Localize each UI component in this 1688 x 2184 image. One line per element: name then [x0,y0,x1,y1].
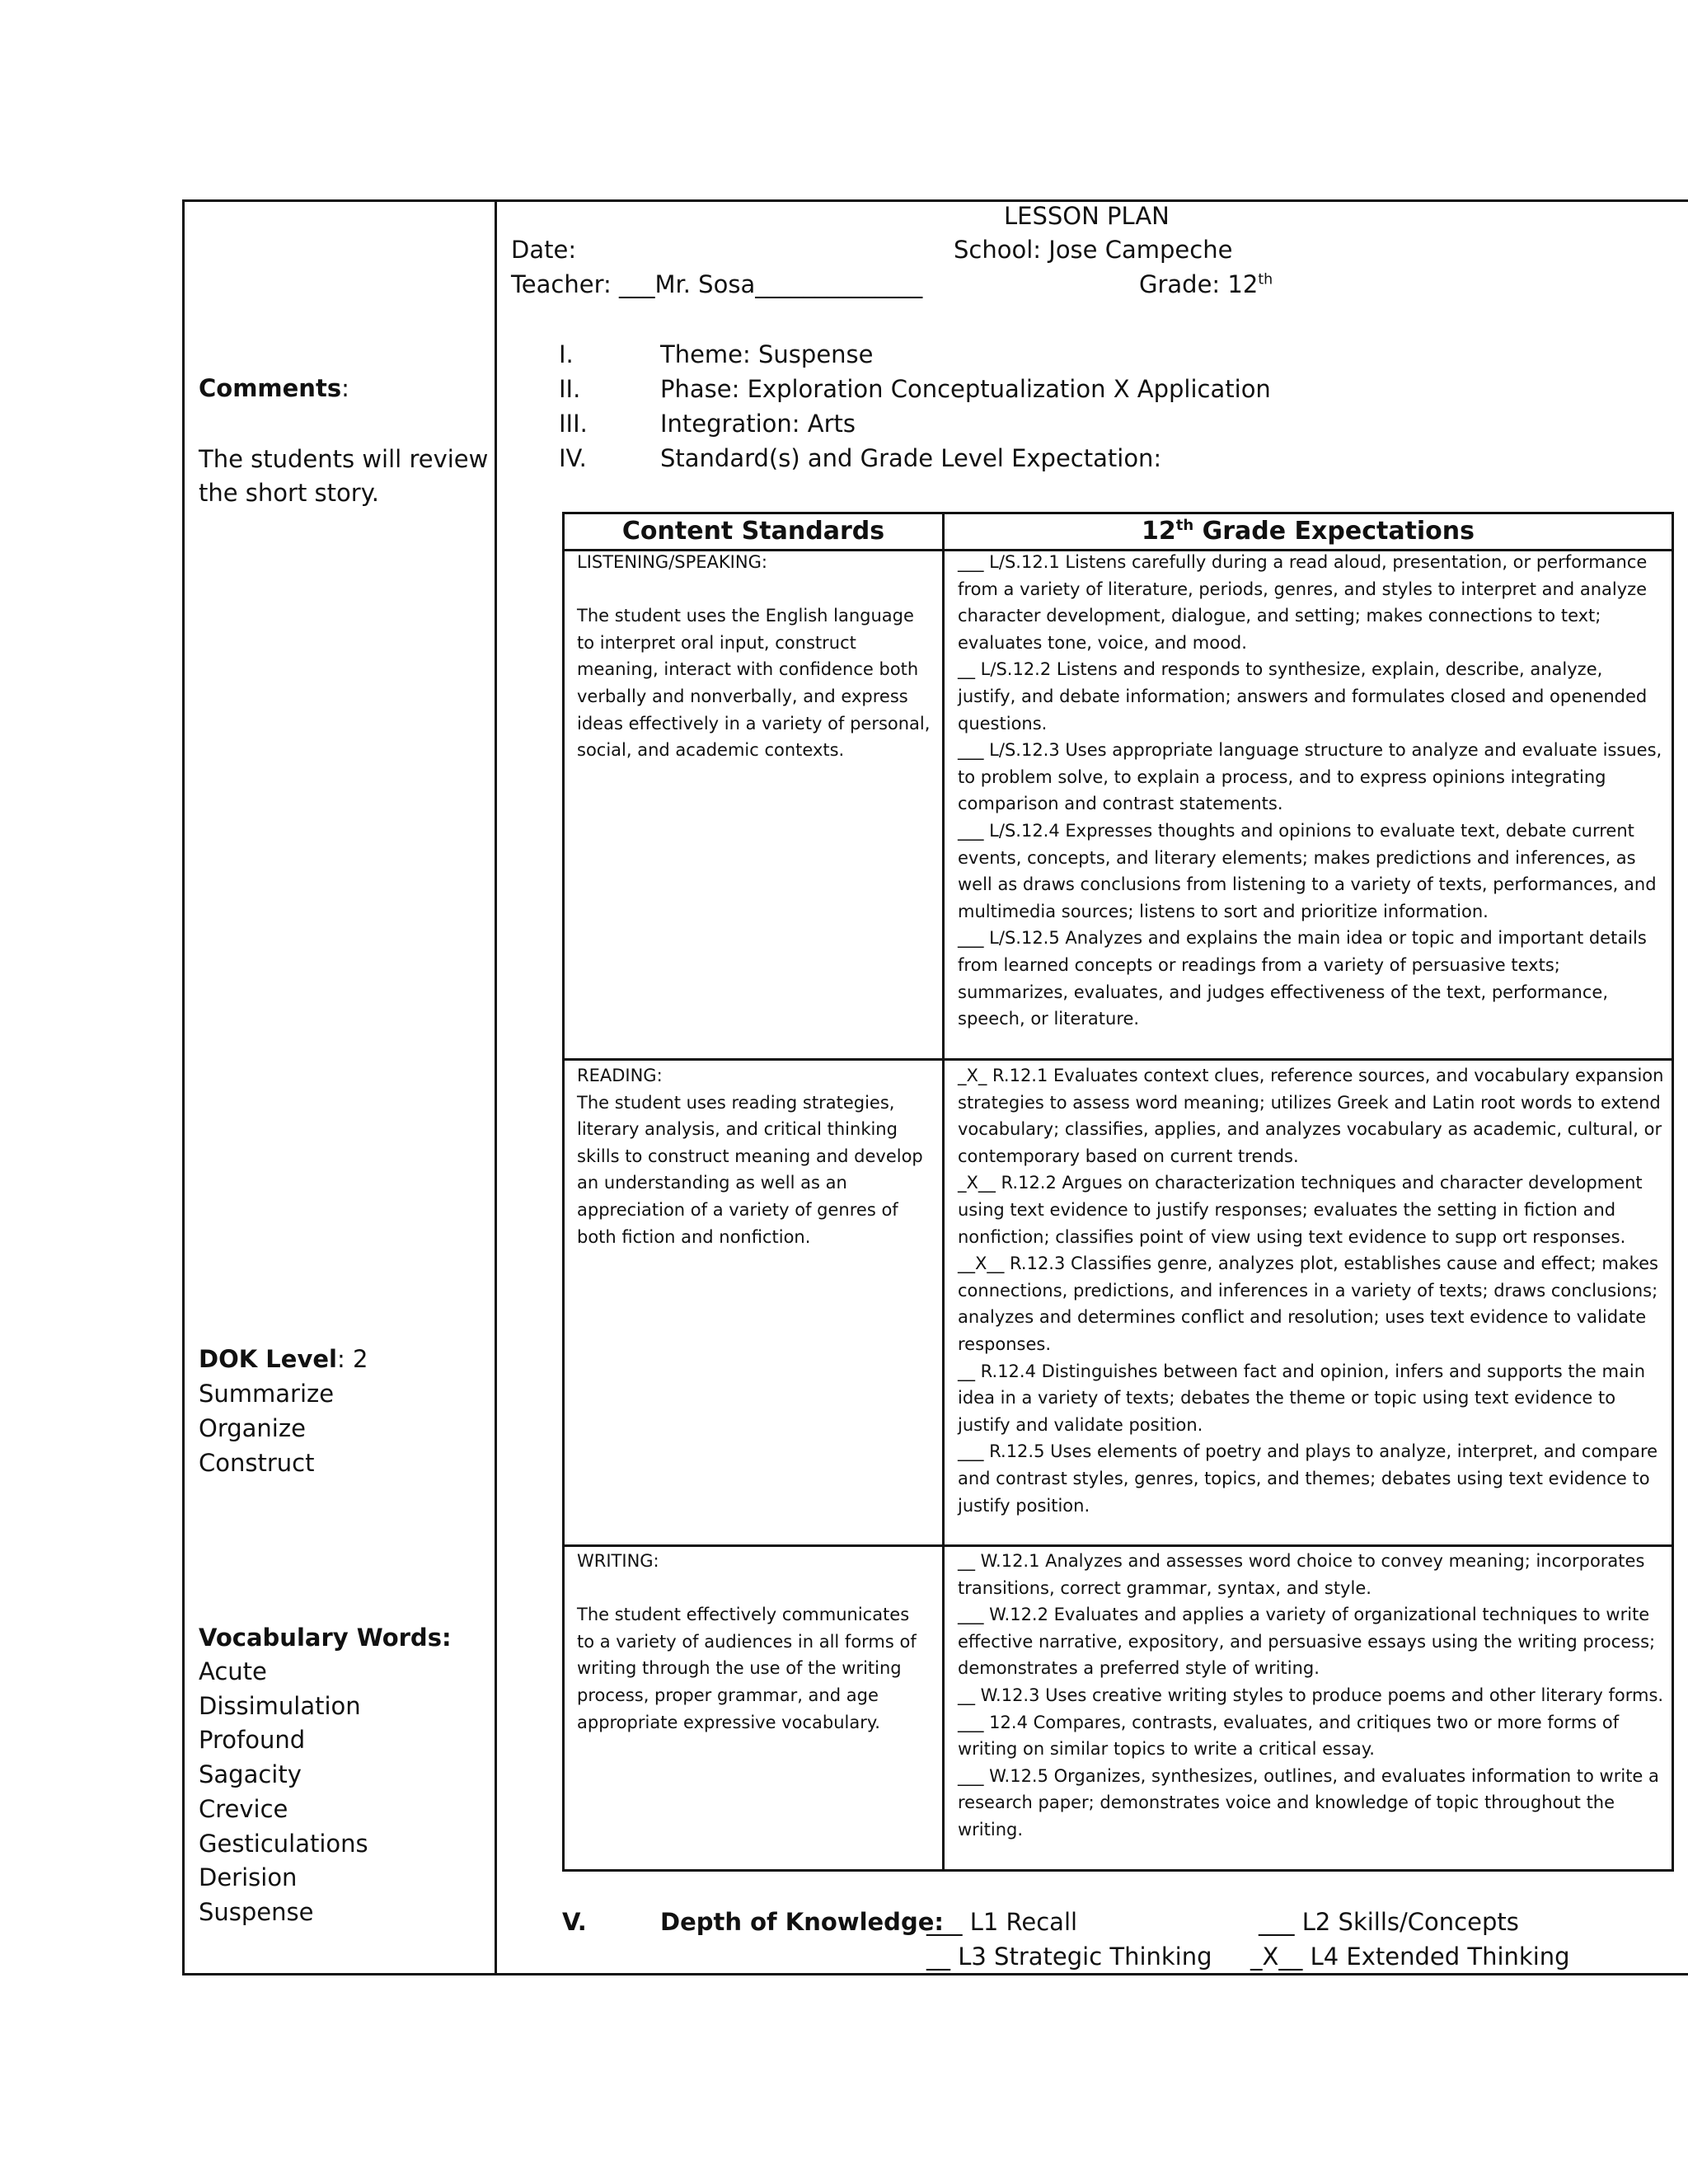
expectations-writing [958,1548,1665,1844]
outline-standards: Standard(s) and Grade Level Expectation: [660,444,1162,472]
outline-number: IV. [559,444,587,472]
expectation-item[interactable]: ___ W.12.2 Evaluates and applies a variety of organizational techniques to write effective narrative, expository, and persuasive essays using the writing process; demonstrates a preferred style of writing. [958,1605,1656,1679]
comments-text: The students will review [199,445,489,473]
dok-item: Construct [199,1449,315,1477]
dok-item: Organize [199,1414,306,1442]
dok-option-l4[interactable]: _X__ L4 Extended Thinking [1250,1943,1570,1971]
date-label: Date: [511,236,577,264]
grade-number-suffix: th [1175,517,1194,534]
expectation-item[interactable]: ___ R.12.5 Uses elements of poetry and plays to analyze, interpret, and compare and contrast styles, genres, topics, and themes; debates using text evidence to justify position. [958,1441,1658,1516]
section-number: V. [562,1908,587,1936]
table-row-listening-speaking [577,549,931,764]
grade-field [1139,270,1273,298]
expectation-item[interactable]: ___ 12.4 Compares, contrasts, evaluates, and critiques two or more forms of writing on similar topics to write a critical essay. [958,1712,1620,1760]
expectation-item[interactable]: __ W.12.1 Analyzes and assesses word choice to convey meaning; incorporates transitions, correct grammar, syntax, and style. [958,1551,1645,1598]
column-divider [495,199,497,1975]
vocabulary-word: Derision [199,1863,298,1891]
vocabulary-word: Suspense [199,1898,314,1926]
dok-option-l1[interactable]: ___ L1 Recall [926,1908,1078,1936]
dok-value: : 2 [336,1345,368,1373]
page-title: LESSON PLAN [1004,202,1170,230]
table-row-writing [577,1548,931,1736]
school-field: School: Jose Campeche [954,236,1233,264]
vocabulary-word: Crevice [199,1795,288,1823]
outline-number: II. [559,375,581,403]
expectation-item[interactable]: ___ L/S.12.5 Analyzes and explains the main idea or topic and important details from learned concepts or readings from a variety of persuasive texts; summarizes, evaluates, and judges effectiveness of the text, performance, speech, or literature. [958,928,1647,1029]
dok-label: DOK Level [199,1345,337,1373]
table-row-rule [562,1058,1674,1061]
comments-text: the short story. [199,479,379,507]
outline-theme: Theme: Suspense [660,340,874,368]
vocabulary-word: Sagacity [199,1760,302,1788]
outline-integration: Integration: Arts [660,410,856,438]
expectation-item[interactable]: ___ L/S.12.1 Listens carefully during a read aloud, presentation, or performance from a variety of literature, periods, genres, and styles to interpret and analyze character development, dialogue, and setting; makes connections to text; evaluates tone, voice, and mood. [958,552,1648,653]
dok-option-l3[interactable]: __ L3 Strategic Thinking [926,1943,1212,1971]
vocabulary-word: Acute [199,1657,267,1685]
table-header-content-standards: Content Standards [621,517,885,546]
expectation-item[interactable]: ___ L/S.12.3 Uses appropriate language structure to analyze and evaluate issues, to problem solve, to explain a process, and to express opinions integrating comparison and contrast statements. [958,740,1662,814]
standard-label: READING: [577,1066,663,1085]
expectations-reading [958,1062,1665,1519]
standard-description: The student uses reading strategies, literary analysis, and critical thinking skills to construct meaning and develop an understanding as well as an appreciation of a variety of genres of both fiction and nonfiction. [577,1092,923,1247]
table-header-grade-expectations [945,514,1672,549]
expectation-item[interactable]: _X__ R.12.2 Argues on characterization techniques and character development using text evidence to justify responses; evaluates the setting in fiction and nonfiction; classifies point of view using text evidence to supp ort responses. [958,1173,1643,1247]
vocabulary-word: Dissimulation [199,1692,361,1720]
table-row-rule [562,1544,1674,1547]
vocabulary-word: Profound [199,1726,306,1754]
grade-expectations-label: Grade Expectations [1193,517,1475,546]
standard-spacer [577,1575,931,1602]
comments-heading [199,374,349,402]
grade-number: 12 [1141,517,1176,546]
dok-item: Summarize [199,1380,335,1408]
standard-label: LISTENING/SPEAKING: [577,552,767,572]
teacher-field: Teacher: ___Mr. Sosa______________ [511,270,923,298]
vocabulary-word: Gesticulations [199,1830,368,1858]
expectation-item[interactable]: ___ W.12.5 Organizes, synthesizes, outlines, and evaluates information to write a research paper; demonstrates voice and knowledge of topic throughout the writing. [958,1765,1659,1840]
standard-description: The student uses the English language to interpret oral input, construct meaning, interact with confidence both verbally and nonverbally, and express ideas effectively in a variety of personal, social, and academic contexts. [577,606,931,761]
grade-value: Grade: 12 [1139,270,1259,298]
dok-option-l2[interactable]: ___ L2 Skills/Concepts [1259,1908,1519,1936]
table-column-divider [942,512,945,1872]
comments-label: Comments [199,374,342,402]
depth-of-knowledge-label: Depth of Knowledge: [660,1908,944,1936]
standard-label: WRITING: [577,1551,659,1571]
dok-heading [199,1345,368,1373]
expectation-item[interactable]: __ R.12.4 Distinguishes between fact and opinion, infers and supports the main idea in a variety of texts; debates the theme or topic using text evidence to justify and validate position. [958,1361,1646,1435]
expectation-item[interactable]: __ L/S.12.2 Listens and responds to synthesize, explain, describe, analyze, justify, and debate information; answers and formulates closed and openended questions. [958,659,1648,733]
table-row-reading [577,1062,931,1250]
outline-number: I. [559,340,574,368]
outline-phase: Phase: Exploration Conceptualization X Application [660,375,1271,403]
standard-spacer [577,576,931,603]
expectation-item[interactable]: __X__ R.12.3 Classifies genre, analyzes plot, establishes cause and effect; makes connections, predictions, and inferences in a variety of texts; draws conclusions; analyzes and determines conflict and resolution; uses text evidence to validate responses. [958,1254,1658,1354]
expectation-item[interactable]: _X_ R.12.1 Evaluates context clues, reference sources, and vocabulary expansion strategies to assess word meaning; utilizes Greek and Latin root words to extend vocabulary; classifies, applies, and analyzes vocabulary as academic, cultural, or contemporary based on current trends. [958,1066,1664,1166]
expectation-item[interactable]: ___ L/S.12.4 Expresses thoughts and opinions to evaluate text, debate current events, concepts, and literary elements; makes predictions and inferences, as well as draws conclusions from listening to a variety of texts, performances, and multimedia sources; listens to sort and prioritize information. [958,820,1657,921]
outline-number: III. [559,410,588,438]
grade-suffix: th [1258,271,1273,288]
expectation-item[interactable]: __ W.12.3 Uses creative writing styles to produce poems and other literary forms. [958,1685,1664,1705]
standard-description: The student effectively communicates to a variety of audiences in all forms of writing through the use of the writing process, proper grammar, and age appropriate expressive vocabulary. [577,1605,917,1732]
expectations-listening-speaking [958,549,1665,1033]
vocabulary-heading: Vocabulary Words: [199,1624,452,1652]
comments-colon: : [341,374,349,402]
